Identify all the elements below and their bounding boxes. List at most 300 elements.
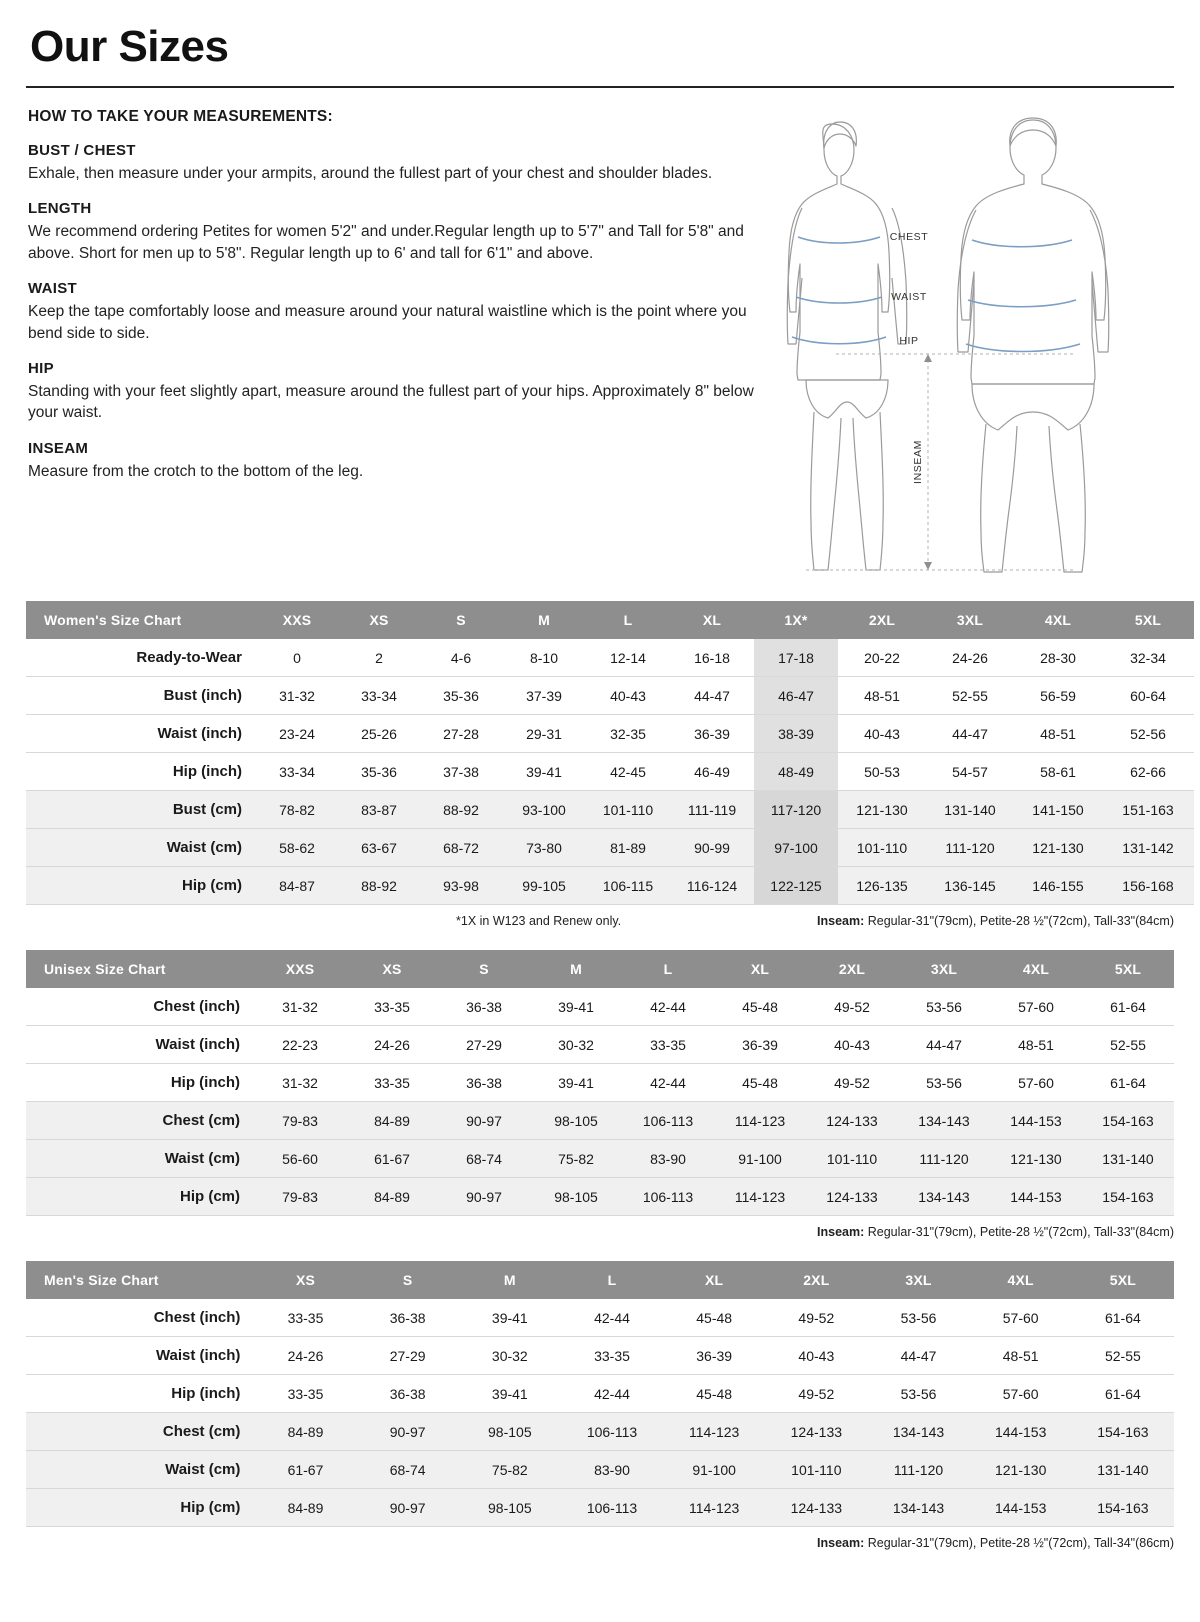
table-header-row <box>26 601 1194 639</box>
table-row <box>26 1178 1174 1216</box>
cell: 39-41 <box>530 988 622 1026</box>
col-m: M <box>459 1261 561 1299</box>
table-row <box>26 1026 1174 1064</box>
cell: 31-32 <box>254 1064 346 1102</box>
row-label: Waist (cm) <box>26 1451 254 1489</box>
table-header-row <box>26 1261 1174 1299</box>
cell: 30-32 <box>530 1026 622 1064</box>
section-body-hip: Standing with your feet slightly apart, measure around the fullest part of your hips. Approximately 8" below your waist. <box>28 382 754 422</box>
cell: 136-145 <box>926 867 1014 905</box>
table-row <box>26 677 1194 715</box>
cell: 90-97 <box>357 1489 459 1527</box>
table-row <box>26 715 1194 753</box>
cell: 39-41 <box>459 1299 561 1337</box>
row-label: Chest (inch) <box>26 988 254 1026</box>
cell: 54-57 <box>926 753 1014 791</box>
table-row <box>26 1102 1174 1140</box>
col-xs: XS <box>346 950 438 988</box>
row-label: Waist (inch) <box>26 715 256 753</box>
cell: 40-43 <box>586 677 670 715</box>
cell: 12-14 <box>586 639 670 677</box>
row-label: Waist (inch) <box>26 1337 254 1375</box>
col-s: S <box>438 950 530 988</box>
cell: 44-47 <box>926 715 1014 753</box>
cell: 88-92 <box>338 867 420 905</box>
cell: 45-48 <box>663 1299 765 1337</box>
cell: 111-120 <box>867 1451 969 1489</box>
col-5xl: 5XL <box>1102 601 1194 639</box>
womens-size-chart-table <box>26 601 1194 905</box>
row-label: Bust (inch) <box>26 677 256 715</box>
cell: 42-44 <box>561 1375 663 1413</box>
col-2xl: 2XL <box>838 601 926 639</box>
cell: 40-43 <box>765 1337 867 1375</box>
row-label: Hip (inch) <box>26 1375 254 1413</box>
cell: 27-29 <box>438 1026 530 1064</box>
table-row <box>26 1451 1174 1489</box>
cell: 73-80 <box>502 829 586 867</box>
cell: 33-35 <box>254 1299 356 1337</box>
table-row <box>26 1489 1174 1527</box>
cell: 52-56 <box>1102 715 1194 753</box>
row-label: Chest (inch) <box>26 1299 254 1337</box>
cell: 49-52 <box>806 988 898 1026</box>
cell: 46-49 <box>670 753 754 791</box>
col-5xl: 5XL <box>1072 1261 1174 1299</box>
section-body-bust-chest: Exhale, then measure under your armpits, around the fullest part of your chest and shoulder blades. <box>28 165 713 182</box>
cell: 83-90 <box>561 1451 663 1489</box>
table-row <box>26 639 1194 677</box>
cell: 141-150 <box>1014 791 1102 829</box>
cell: 111-119 <box>670 791 754 829</box>
cell: 35-36 <box>420 677 502 715</box>
cell: 75-82 <box>459 1451 561 1489</box>
cell: 79-83 <box>254 1102 346 1140</box>
cell: 52-55 <box>1072 1337 1174 1375</box>
section-body-inseam: Measure from the crotch to the bottom of the leg. <box>28 462 364 480</box>
table-row <box>26 1299 1174 1337</box>
cell: 88-92 <box>420 791 502 829</box>
cell: 45-48 <box>714 1064 806 1102</box>
cell: 20-22 <box>838 639 926 677</box>
table-row <box>26 1337 1174 1375</box>
cell: 62-66 <box>1102 753 1194 791</box>
cell: 4-6 <box>420 639 502 677</box>
cell: 42-44 <box>622 988 714 1026</box>
cell: 84-89 <box>346 1102 438 1140</box>
row-label: Hip (cm) <box>26 1489 254 1527</box>
cell: 36-38 <box>357 1299 459 1337</box>
cell: 144-153 <box>970 1489 1072 1527</box>
cell: 42-45 <box>586 753 670 791</box>
col-4xl: 4XL <box>970 1261 1072 1299</box>
row-label: Bust (cm) <box>26 791 256 829</box>
inseam-values: Regular-31"(79cm), Petite-28 ½"(72cm), Tall-33"(84cm) <box>864 914 1174 928</box>
cell: 22-23 <box>254 1026 346 1064</box>
cell: 111-120 <box>926 829 1014 867</box>
cell: 42-44 <box>622 1064 714 1102</box>
cell: 2 <box>338 639 420 677</box>
cell: 36-38 <box>438 1064 530 1102</box>
table-row <box>26 1140 1174 1178</box>
cell: 61-64 <box>1072 1299 1174 1337</box>
mens-footnote-inseam <box>26 1536 1174 1550</box>
cell: 91-100 <box>714 1140 806 1178</box>
cell: 28-30 <box>1014 639 1102 677</box>
cell: 60-64 <box>1102 677 1194 715</box>
cell: 154-163 <box>1082 1178 1174 1216</box>
col-2xl: 2XL <box>765 1261 867 1299</box>
col-1x: 1X* <box>754 601 838 639</box>
cell: 144-153 <box>970 1413 1072 1451</box>
cell: 35-36 <box>338 753 420 791</box>
col-2xl: 2XL <box>806 950 898 988</box>
row-label: Chest (cm) <box>26 1413 254 1451</box>
cell: 57-60 <box>970 1299 1072 1337</box>
cell: 24-26 <box>346 1026 438 1064</box>
cell: 101-110 <box>586 791 670 829</box>
cell: 106-115 <box>586 867 670 905</box>
inseam-values: Regular-31"(79cm), Petite-28 ½"(72cm), Tall-33"(84cm) <box>864 1225 1174 1239</box>
col-s: S <box>420 601 502 639</box>
cell: 39-41 <box>502 753 586 791</box>
figure-label-inseam: INSEAM <box>912 440 924 484</box>
cell: 44-47 <box>670 677 754 715</box>
cell: 33-35 <box>622 1026 714 1064</box>
cell: 79-83 <box>254 1178 346 1216</box>
cell: 44-47 <box>867 1337 969 1375</box>
col-4xl: 4XL <box>1014 601 1102 639</box>
cell: 84-87 <box>256 867 338 905</box>
cell: 124-133 <box>806 1102 898 1140</box>
cell: 61-64 <box>1072 1375 1174 1413</box>
col-m: M <box>530 950 622 988</box>
row-label: Hip (cm) <box>26 867 256 905</box>
col-xxs: XXS <box>254 950 346 988</box>
cell: 101-110 <box>838 829 926 867</box>
cell: 57-60 <box>990 1064 1082 1102</box>
cell: 106-113 <box>622 1178 714 1216</box>
cell: 83-90 <box>622 1140 714 1178</box>
cell: 134-143 <box>867 1413 969 1451</box>
cell: 151-163 <box>1102 791 1194 829</box>
cell: 17-18 <box>754 639 838 677</box>
cell: 49-52 <box>765 1299 867 1337</box>
measurement-lines <box>792 237 1080 352</box>
cell: 111-120 <box>898 1140 990 1178</box>
cell: 45-48 <box>714 988 806 1026</box>
cell: 57-60 <box>970 1375 1072 1413</box>
intro-section <box>26 104 1174 587</box>
cell: 45-48 <box>663 1375 765 1413</box>
col-xs: XS <box>338 601 420 639</box>
section-body-length: We recommend ordering Petites for women 5'2" and under.Regular length up to 5'7" and Tall for 5'8" and above. Short for men up to 5'8". Regular length up to 6' and tall for 6'1" and above. <box>28 223 744 262</box>
cell: 48-51 <box>990 1026 1082 1064</box>
cell: 146-155 <box>1014 867 1102 905</box>
row-label: Chest (cm) <box>26 1102 254 1140</box>
cell: 68-74 <box>357 1451 459 1489</box>
cell: 78-82 <box>256 791 338 829</box>
cell: 48-51 <box>970 1337 1072 1375</box>
cell: 24-26 <box>254 1337 356 1375</box>
unisex-footnote-inseam <box>26 1225 1174 1239</box>
cell: 98-105 <box>530 1178 622 1216</box>
col-3xl: 3XL <box>898 950 990 988</box>
table-row <box>26 829 1194 867</box>
cell: 134-143 <box>898 1178 990 1216</box>
cell: 114-123 <box>663 1413 765 1451</box>
cell: 48-51 <box>838 677 926 715</box>
inseam-values: Regular-31"(79cm), Petite-28 ½"(72cm), Tall-34"(86cm) <box>864 1536 1174 1550</box>
cell: 58-61 <box>1014 753 1102 791</box>
cell: 24-26 <box>926 639 1014 677</box>
cell: 53-56 <box>867 1375 969 1413</box>
cell: 31-32 <box>254 988 346 1026</box>
cell: 75-82 <box>530 1140 622 1178</box>
male-figure <box>957 118 1109 572</box>
cell: 90-97 <box>357 1413 459 1451</box>
cell: 134-143 <box>867 1489 969 1527</box>
cell: 37-38 <box>420 753 502 791</box>
cell: 39-41 <box>459 1375 561 1413</box>
cell: 154-163 <box>1072 1413 1174 1451</box>
cell: 36-39 <box>663 1337 765 1375</box>
cell: 84-89 <box>254 1489 356 1527</box>
cell: 49-52 <box>806 1064 898 1102</box>
cell: 61-64 <box>1082 1064 1174 1102</box>
cell: 8-10 <box>502 639 586 677</box>
cell: 68-72 <box>420 829 502 867</box>
cell: 124-133 <box>765 1413 867 1451</box>
cell: 154-163 <box>1072 1489 1174 1527</box>
cell: 91-100 <box>663 1451 765 1489</box>
section-heading-length: LENGTH <box>28 200 92 218</box>
cell: 56-60 <box>254 1140 346 1178</box>
cell: 33-34 <box>338 677 420 715</box>
cell: 36-39 <box>670 715 754 753</box>
table-row <box>26 791 1194 829</box>
cell: 131-142 <box>1102 829 1194 867</box>
inseam-label: Inseam: <box>817 1536 865 1550</box>
cell: 46-47 <box>754 677 838 715</box>
cell: 131-140 <box>1072 1451 1174 1489</box>
cell: 37-39 <box>502 677 586 715</box>
cell: 63-67 <box>338 829 420 867</box>
cell: 57-60 <box>990 988 1082 1026</box>
section-heading-inseam: INSEAM <box>28 439 89 457</box>
cell: 29-31 <box>502 715 586 753</box>
mens-size-chart-table <box>26 1261 1174 1527</box>
cell: 121-130 <box>1014 829 1102 867</box>
cell: 93-100 <box>502 791 586 829</box>
cell: 53-56 <box>898 988 990 1026</box>
cell: 53-56 <box>898 1064 990 1102</box>
col-xl: XL <box>663 1261 765 1299</box>
row-label: Hip (cm) <box>26 1178 254 1216</box>
table-row <box>26 867 1194 905</box>
measurement-instructions <box>26 104 768 482</box>
instructions-heading: HOW TO TAKE YOUR MEASUREMENTS: <box>28 108 333 125</box>
cell: 39-41 <box>530 1064 622 1102</box>
col-xl: XL <box>670 601 754 639</box>
section-body-waist: Keep the tape comfortably loose and measure around your natural waistline which is the point where you bend side to side. <box>28 303 747 342</box>
inseam-guides <box>806 354 1076 570</box>
mens-chart-title: Men's Size Chart <box>26 1261 254 1299</box>
col-xl: XL <box>714 950 806 988</box>
figure-label-hip: HIP <box>899 335 919 347</box>
cell: 93-98 <box>420 867 502 905</box>
row-label: Hip (inch) <box>26 753 256 791</box>
table-row <box>26 1064 1174 1102</box>
inseam-label: Inseam: <box>817 914 865 928</box>
unisex-size-chart-table <box>26 950 1174 1216</box>
womens-chart-title: Women's Size Chart <box>26 601 256 639</box>
female-figure <box>787 122 907 570</box>
cell: 106-113 <box>622 1102 714 1140</box>
cell: 81-89 <box>586 829 670 867</box>
col-3xl: 3XL <box>926 601 1014 639</box>
cell: 33-35 <box>346 1064 438 1102</box>
col-m: M <box>502 601 586 639</box>
cell: 90-99 <box>670 829 754 867</box>
cell: 131-140 <box>926 791 1014 829</box>
cell: 61-67 <box>346 1140 438 1178</box>
page-title: Our Sizes <box>30 22 229 71</box>
cell: 126-135 <box>838 867 926 905</box>
womens-footnotes <box>26 914 1174 928</box>
cell: 84-89 <box>254 1413 356 1451</box>
cell: 83-87 <box>338 791 420 829</box>
cell: 48-51 <box>1014 715 1102 753</box>
cell: 44-47 <box>898 1026 990 1064</box>
row-label: Waist (cm) <box>26 829 256 867</box>
unisex-size-chart-section <box>26 950 1174 1239</box>
figure-label-chest: CHEST <box>889 231 929 243</box>
cell: 114-123 <box>663 1489 765 1527</box>
table-row <box>26 753 1194 791</box>
cell: 121-130 <box>838 791 926 829</box>
cell: 131-140 <box>1082 1140 1174 1178</box>
cell: 61-67 <box>254 1451 356 1489</box>
row-label: Waist (cm) <box>26 1140 254 1178</box>
cell: 52-55 <box>926 677 1014 715</box>
cell: 156-168 <box>1102 867 1194 905</box>
cell: 90-97 <box>438 1178 530 1216</box>
cell: 106-113 <box>561 1489 663 1527</box>
cell: 42-44 <box>561 1299 663 1337</box>
table-row <box>26 1375 1174 1413</box>
cell: 101-110 <box>765 1451 867 1489</box>
cell: 98-105 <box>530 1102 622 1140</box>
cell: 106-113 <box>561 1413 663 1451</box>
cell: 99-105 <box>502 867 586 905</box>
body-measurement-figure <box>776 112 1166 587</box>
cell: 116-124 <box>670 867 754 905</box>
cell: 124-133 <box>765 1489 867 1527</box>
cell: 32-34 <box>1102 639 1194 677</box>
cell: 36-39 <box>714 1026 806 1064</box>
cell: 0 <box>256 639 338 677</box>
cell: 154-163 <box>1082 1102 1174 1140</box>
col-5xl: 5XL <box>1082 950 1174 988</box>
row-label: Ready-to-Wear <box>26 639 256 677</box>
col-xs: XS <box>254 1261 356 1299</box>
womens-footnote-inseam <box>817 914 1174 928</box>
cell: 124-133 <box>806 1178 898 1216</box>
cell: 121-130 <box>970 1451 1072 1489</box>
table-header-row <box>26 950 1174 988</box>
table-row <box>26 988 1174 1026</box>
womens-footnote-1x: *1X in W123 and Renew only. <box>456 914 622 928</box>
cell: 56-59 <box>1014 677 1102 715</box>
cell: 36-38 <box>357 1375 459 1413</box>
size-guide-page <box>0 22 1200 1622</box>
cell: 36-38 <box>438 988 530 1026</box>
cell: 25-26 <box>338 715 420 753</box>
row-label: Hip (inch) <box>26 1064 254 1102</box>
cell: 16-18 <box>670 639 754 677</box>
cell: 53-56 <box>867 1299 969 1337</box>
figure-svg <box>776 112 1166 582</box>
cell: 114-123 <box>714 1102 806 1140</box>
cell: 68-74 <box>438 1140 530 1178</box>
cell: 23-24 <box>256 715 338 753</box>
col-s: S <box>357 1261 459 1299</box>
cell: 38-39 <box>754 715 838 753</box>
cell: 114-123 <box>714 1178 806 1216</box>
cell: 98-105 <box>459 1489 561 1527</box>
col-l: L <box>586 601 670 639</box>
inseam-label: Inseam: <box>817 1225 865 1239</box>
cell: 33-35 <box>561 1337 663 1375</box>
section-heading-waist: WAIST <box>28 280 77 298</box>
cell: 50-53 <box>838 753 926 791</box>
cell: 30-32 <box>459 1337 561 1375</box>
table-row <box>26 1413 1174 1451</box>
cell: 49-52 <box>765 1375 867 1413</box>
section-heading-bust-chest: BUST / CHEST <box>28 142 136 159</box>
cell: 40-43 <box>838 715 926 753</box>
col-xxs: XXS <box>256 601 338 639</box>
cell: 117-120 <box>754 791 838 829</box>
col-l: L <box>622 950 714 988</box>
cell: 121-130 <box>990 1140 1082 1178</box>
row-label: Waist (inch) <box>26 1026 254 1064</box>
cell: 90-97 <box>438 1102 530 1140</box>
cell: 134-143 <box>898 1102 990 1140</box>
cell: 27-28 <box>420 715 502 753</box>
cell: 144-153 <box>990 1102 1082 1140</box>
mens-size-chart-section <box>26 1261 1174 1550</box>
cell: 84-89 <box>346 1178 438 1216</box>
cell: 97-100 <box>754 829 838 867</box>
cell: 33-34 <box>256 753 338 791</box>
section-heading-hip: HIP <box>28 359 54 377</box>
cell: 58-62 <box>256 829 338 867</box>
unisex-chart-title: Unisex Size Chart <box>26 950 254 988</box>
title-divider <box>26 86 1174 88</box>
cell: 33-35 <box>254 1375 356 1413</box>
col-l: L <box>561 1261 663 1299</box>
cell: 144-153 <box>990 1178 1082 1216</box>
cell: 33-35 <box>346 988 438 1026</box>
cell: 61-64 <box>1082 988 1174 1026</box>
cell: 48-49 <box>754 753 838 791</box>
figure-label-waist: WAIST <box>891 291 927 303</box>
col-4xl: 4XL <box>990 950 1082 988</box>
cell: 40-43 <box>806 1026 898 1064</box>
cell: 101-110 <box>806 1140 898 1178</box>
